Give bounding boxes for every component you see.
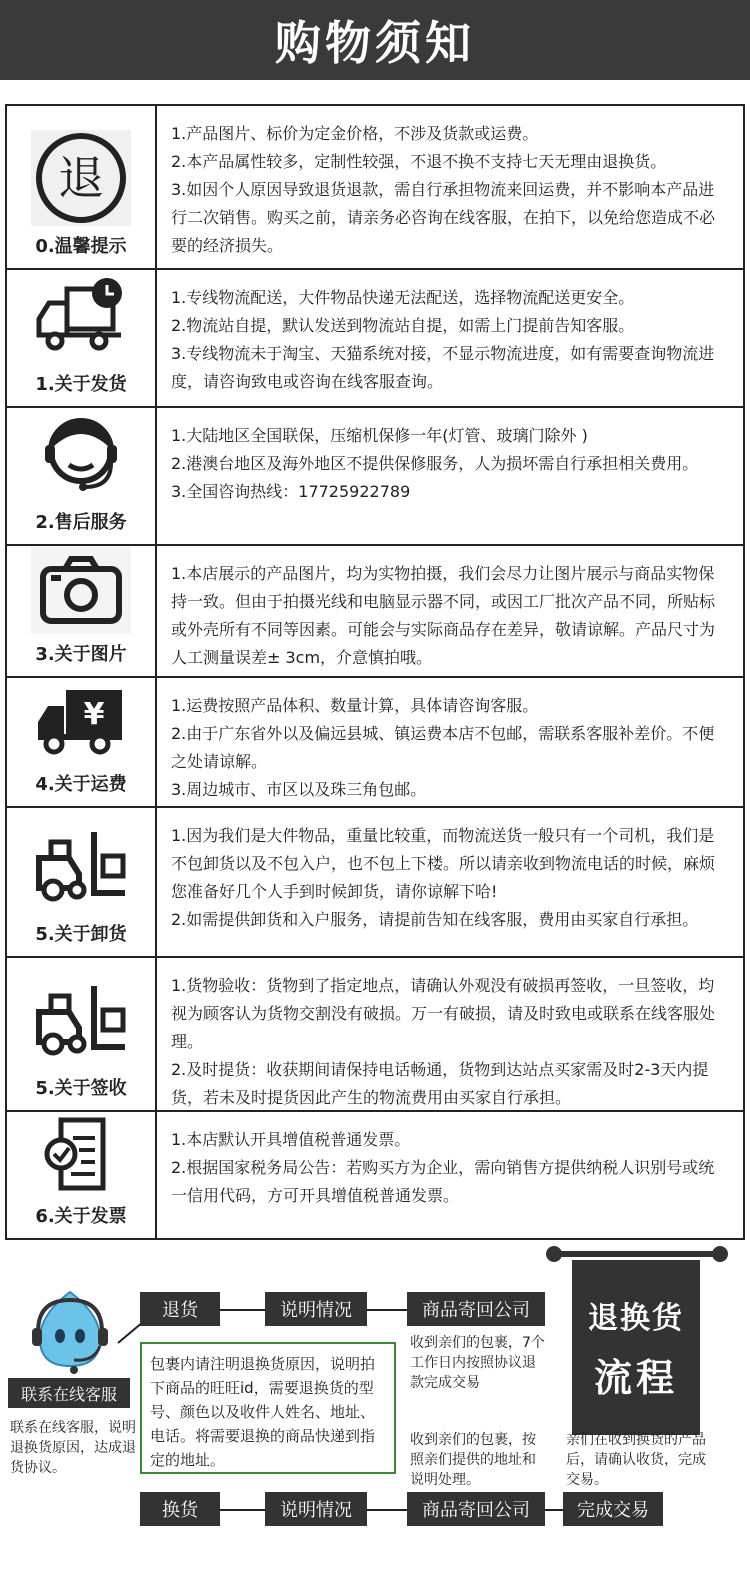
exchange-box: 换货 [140,1492,220,1526]
return-box: 退货 [140,1292,220,1326]
section-line: 2.港澳台地区及海外地区不提供保修服务，人为损坏需自行承担相关费用。 [171,454,699,473]
section-line: 2.物流站自提，默认发送到物流站自提，如需上门提前告知客服。 [171,316,635,335]
section-line: 1.专线物流配送，大件物品快递无法配送，选择物流配送更安全。 [171,288,635,307]
section-label-cell [7,270,157,406]
section-line: 2.及时提货：收获期间请保持电话畅通，货物到达站点买家需及时2-3天内提货，若未及时提货因此产生的物流费用由买家自行承担。 [171,1060,709,1107]
section-label: 2.售后服务 [35,512,127,533]
page-title: 购物须知 [275,16,475,70]
banner-title-2: 流程 [593,1356,678,1400]
section-label-cell [7,678,157,806]
section-line: 3.周边城市、市区以及珠三角包邮。 [171,780,427,799]
section-label-cell [7,106,157,268]
section-label: 4.关于运费 [35,774,127,795]
customer-service-mascot-icon [30,1286,110,1374]
section-label-cell [7,408,157,544]
section-label-cell [7,546,157,676]
section-row [7,546,743,678]
connector [367,1309,407,1311]
confirm-note: 亲们在收到换货的产品后，请确认收货，完成交易。 [566,1432,706,1488]
return-note: 收到亲们的包裹，7个工作日内按照协议退款完成交易 [410,1335,545,1391]
section-row [7,408,743,546]
cs-note: 联系在线客服，说明退换货原因，达成退货协议。 [10,1420,136,1476]
freight-truck-yuan-icon [31,678,131,764]
section-content [157,1112,743,1238]
camera-icon [31,546,131,634]
section-line: 2.本产品属性较多，定制性较强，不退不换不支持七天无理由退换货。 [171,152,667,171]
section-label: 0.温馨提示 [35,236,127,257]
forklift-icon [31,818,131,914]
section-row [7,958,743,1112]
section-line: 3.专线物流未于淘宝、天猫系统对接，不显示物流进度，如有需要查询物流进度，请咨询致电或咨询在线客服查询。 [171,344,715,391]
section-line: 1.产品图片、标价为定金价格，不涉及货款或运费。 [171,124,539,143]
section-label: 1.关于发货 [35,374,127,395]
notice-table [5,104,745,1240]
section-line: 3.全国咨询热线：17725922789 [171,482,411,501]
explain-box-bottom: 说明情况 [265,1492,367,1526]
connector [220,1309,265,1311]
connector [220,1509,265,1511]
section-label-cell [7,1112,157,1238]
section-label: 5.关于签收 [35,1078,127,1099]
return-icon [31,130,131,226]
send-back-box-top: 商品寄回公司 [407,1292,545,1326]
section-line: 1.因为我们是大件物品，重量比较重，而物流送货一般只有一个司机，我们是不包卸货以及不包入户，也不包上下楼。所以请亲收到物流电话的时候，麻烦您准备好几个人手到时候卸货，请你谅解下哈! [171,826,716,901]
delivery-truck-clock-icon [31,270,131,364]
forklift-icon [31,972,131,1068]
section-content [157,408,743,544]
section-line: 2.如需提供卸货和入户服务，请提前告知在线客服，费用由买家自行承担。 [171,910,699,929]
customer-service-icon [31,408,131,502]
banner-rod [552,1251,720,1257]
section-label: 3.关于图片 [35,644,127,665]
section-row [7,270,743,408]
section-row [7,106,743,270]
section-line: 1.本店展示的产品图片，均为实物拍摄，我们会尽力让图片展示与商品实物保持一致。但由于拍摄光线和电脑显示器不同，或因工厂批次产品不同，所贴标或外壳所有不同等因素。可能会与实际商品存在差异，敬请谅解。产品尺寸为人工测量误差± 3cm，介意慎拍哦。 [171,564,716,667]
flow-banner [572,1260,700,1435]
yuan-char: ¥ [83,697,105,732]
section-label: 5.关于卸货 [35,924,127,945]
section-line: 2.由于广东省外以及偏远县城、镇运费本店不包邮，需联系客服补差价。不便之处请谅解。 [171,724,715,771]
section-content [157,106,743,268]
banner-title-1: 退换货 [588,1301,684,1336]
section-content [157,678,743,806]
explain-box-top: 说明情况 [265,1292,367,1326]
connector [545,1509,563,1511]
section-row [7,808,743,958]
section-line: 1.运费按照产品体积、数量计算，具体请咨询客服。 [171,696,539,715]
return-icon-char: 退 [58,151,104,205]
page-header [0,0,750,80]
banner-rod-end [546,1246,562,1262]
return-flow [0,1240,750,1588]
package-note-box: 包裹内请注明退换货原因，说明拍下商品的旺旺id，需要退换货的型号、颜色以及收件人姓名、地址、电话。将需要退换的商品快递到指定的地址。 [140,1342,396,1474]
section-row [7,678,743,808]
section-line: 1.本店默认开具增值税普通发票。 [171,1130,411,1149]
section-label-cell [7,958,157,1110]
section-line: 3.如因个人原因导致退货退款，需自行承担物流来回运费，并不影响本产品进行二次销售。购买之前，请亲务必咨询在线客服，在拍下，以免给您造成不必要的经济损失。 [171,180,716,255]
section-line: 2.根据国家税务局公告：若购买方为企业，需向销售方提供纳税人识别号或统一信用代码，方可开具增值税普通发票。 [171,1158,715,1205]
banner-rod-end [712,1246,728,1262]
section-line: 1.大陆地区全国联保，压缩机保修一年(灯管、玻璃门除外 ) [171,426,588,445]
section-label-cell [7,808,157,956]
section-row [7,1112,743,1238]
complete-box: 完成交易 [563,1492,663,1526]
section-line: 1.货物验收：货物到了指定地点，请确认外观没有破损再签收，一旦签收，均视为顾客认为货物交割没有破损。万一有破损，请及时致电或联系在线客服处理。 [171,976,716,1051]
invoice-check-icon [31,1112,131,1196]
section-content [157,546,743,676]
section-content [157,958,743,1110]
section-content [157,808,743,956]
send-back-box-bottom: 商品寄回公司 [407,1492,545,1526]
section-content [157,270,743,406]
connector [367,1509,407,1511]
contact-cs-label[interactable]: 联系在线客服 [8,1378,130,1408]
exchange-note: 收到亲们的包裹，按照亲们提供的地址和说明处理。 [410,1432,536,1488]
section-label: 6.关于发票 [35,1206,127,1227]
